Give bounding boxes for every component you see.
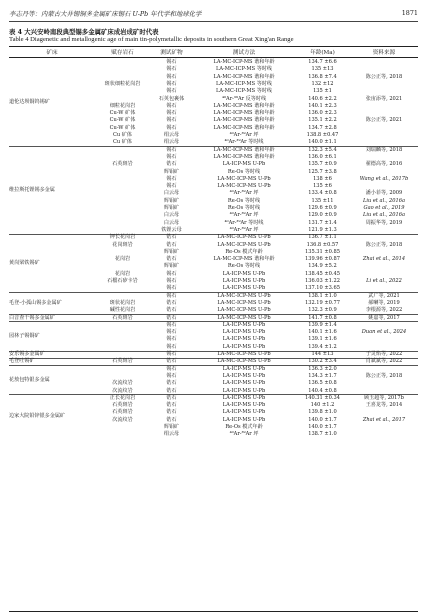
- mineral-cell: 锡石: [166, 343, 177, 350]
- source-cell: 肖斌斌等, 2022: [365, 358, 403, 365]
- source-cell: 陈公正等, 2018: [365, 73, 403, 80]
- running-header: [9, 9, 418, 21]
- source-cell: 李根源等, 2022: [365, 307, 403, 314]
- source-cell: 王喜龙等, 2014: [365, 402, 403, 409]
- source-cell: 于灵焰等, 2022: [365, 351, 403, 357]
- source-cell: Wang et al., 2017b: [359, 175, 409, 182]
- mineral-cell: 锡石: [166, 175, 177, 182]
- method-cell: LA-MC-ICP-MS 谐和年龄: [213, 146, 275, 153]
- age-cell: 139.4 ±1.2: [308, 343, 337, 350]
- table-caption-en: Table 4 Diagenetic and metallogenic age of main tin-polymetallic deposits in southern Great Xing'an Range: [9, 36, 294, 43]
- deposit-name: 黄岗梁铁锡矿: [9, 259, 40, 266]
- mineral-cell: 锡石: [166, 321, 177, 328]
- age-cell: 132 ±12: [311, 80, 334, 87]
- age-cell: 129.6 ±0.9: [308, 205, 337, 211]
- method-cell: LA-ICP-MS U-Pb: [222, 402, 266, 409]
- mineral-cell: 锡石: [166, 278, 177, 284]
- source-cell: 潘小菲等, 2009: [365, 190, 403, 197]
- deposit-name: 安乐锡多金属矿: [9, 351, 45, 357]
- method-cell: LA-ICP-MS U-Pb: [222, 270, 266, 277]
- mineral-cell: 锆石: [166, 256, 177, 263]
- method-cell: LA-MC-ICP-MS U-Pb: [217, 234, 271, 241]
- method-cell: ⁴⁰Ar-³⁹Ar 坪: [229, 431, 259, 438]
- age-cell: 138.8 ±0.47: [306, 132, 339, 138]
- age-cell: 132.3 ±0.9: [308, 307, 337, 314]
- method-cell: LA-MC-ICP-MS 等时线: [215, 88, 272, 95]
- age-cell: 135.1 ±2.2: [308, 117, 337, 124]
- mineral-cell: 锡石: [166, 117, 177, 124]
- mineral-cell: 锆石: [166, 307, 177, 314]
- source-cell: 郝喇等, 2019: [368, 299, 400, 306]
- mineral-cell: 绢云母: [163, 132, 180, 138]
- age-cell: 136.5 ±0.8: [308, 380, 337, 387]
- age-cell: 138 ±6: [313, 175, 332, 182]
- host-rock-cell: 斑状细粒花岗岩: [104, 80, 141, 87]
- method-cell: LA-MC-ICP-MS U-Pb: [217, 175, 271, 182]
- mineral-cell: 锆石: [166, 402, 177, 409]
- column-header-deposit: 矿床: [46, 50, 58, 56]
- age-cell: 138.1 ±1.0: [308, 292, 337, 299]
- mineral-cell: 锡石: [166, 285, 177, 292]
- source-cell: 武广等, 2021: [368, 292, 400, 299]
- method-cell: LA-ICP-MS U-Pb: [222, 343, 266, 350]
- age-cell: 135 ±1: [313, 88, 332, 95]
- method-cell: LA-MC-ICP-MS 谐和年龄: [213, 110, 275, 117]
- mineral-cell: 石英包裹体: [158, 95, 185, 102]
- method-cell: LA-MC-ICP-MS U-Pb: [217, 299, 271, 306]
- age-cell: 134.3 ±1.7: [308, 372, 337, 379]
- mineral-cell: 锡石: [166, 329, 177, 336]
- table-header-row: [9, 47, 418, 57]
- method-cell: Re-Os 等时线: [227, 168, 261, 175]
- source-cell: Zhai et al., 2017: [362, 416, 406, 423]
- method-cell: LA-ICP-MS U-Pb: [222, 394, 266, 401]
- age-cell: 133.4 ±0.8: [308, 190, 337, 197]
- host-rock-cell: 花岗斑岩: [112, 241, 133, 248]
- column-header-method: 测试方法: [232, 50, 256, 56]
- host-rock-cell: 石英斑岩: [112, 161, 133, 168]
- age-cell: 121.9 ±1.3: [308, 226, 337, 233]
- age-cell: 129.0 ±0.9: [308, 212, 337, 219]
- mineral-cell: 锆石: [166, 241, 177, 248]
- age-cell: 135.31 ±0.85: [304, 248, 341, 255]
- mineral-cell: 锡石: [166, 183, 177, 190]
- age-cell: 136.8 ±0.57: [306, 241, 339, 248]
- host-rock-cell: 次流纹岩: [112, 416, 133, 423]
- method-cell: LA-MC-ICP-MS 谐和年龄: [213, 153, 275, 160]
- source-cell: 陈公正等, 2021: [365, 117, 403, 124]
- host-rock-cell: 石英斑岩: [112, 409, 133, 416]
- host-rock-cell: 细粒花岗岩: [109, 102, 136, 109]
- age-cell: 140.1 ±1.6: [308, 329, 337, 336]
- method-cell: LA-MC-ICP-MS 谐和年龄: [213, 102, 275, 109]
- method-cell: Re-Os 等时线: [227, 197, 261, 204]
- mineral-cell: 锡石: [166, 73, 177, 80]
- mineral-cell: 锆石: [166, 358, 177, 365]
- page-number: 1871: [401, 9, 418, 17]
- host-rock-cell: 次流纹岩: [112, 380, 133, 387]
- mineral-cell: 锡石: [166, 59, 177, 65]
- mineral-cell: 辉钼矿: [163, 168, 180, 175]
- column-header-age: 年龄(Ma): [310, 50, 335, 56]
- method-cell: LA-MC-ICP-MS U-Pb: [217, 314, 271, 321]
- mineral-cell: 锡石: [166, 80, 177, 87]
- method-cell: LA-MC-ICP-MS U-Pb: [217, 183, 271, 190]
- deposit-name: 园林子锡铜矿: [9, 332, 40, 339]
- deposit-name: 维拉斯托锂锡多金属: [9, 186, 55, 193]
- mineral-cell: 锆石: [166, 409, 177, 416]
- method-cell: LA-ICP-MS U-Pb: [222, 336, 266, 343]
- host-rock-cell: 石榴石矽卡岩: [107, 278, 138, 284]
- host-rock-cell: 钾长花岗岩: [109, 234, 136, 241]
- age-cell: 134.7 ±6.6: [308, 59, 337, 65]
- mineral-cell: 锡石: [166, 372, 177, 379]
- host-rock-cell: Cu-W 矿体: [109, 110, 136, 117]
- mineral-cell: 锆石: [166, 416, 177, 423]
- method-cell: LA-MC-ICP-MS 谐和年龄: [213, 73, 275, 80]
- age-cell: 139.96 ±0.87: [304, 256, 341, 263]
- age-cell: 140.0 ±1.1: [308, 139, 337, 146]
- mineral-cell: 白云母: [163, 212, 180, 219]
- deposit-name: 毛登-小孤山锡多金属矿: [9, 299, 62, 306]
- host-rock-cell: 石英斑岩: [112, 402, 133, 409]
- age-cell: 130.2 ±3.4: [308, 358, 337, 365]
- method-cell: LA-MC-ICP-MS 谐和年龄: [213, 124, 275, 131]
- host-rock-cell: 正长花岗岩: [109, 394, 136, 401]
- deposit-name: 花敖包特银多金属: [9, 376, 50, 383]
- host-rock-cell: Cu-W 矿体: [109, 117, 136, 124]
- host-rock-cell: Cu 矿体: [113, 132, 132, 138]
- method-cell: LA-ICP-MS U-Pb: [222, 409, 266, 416]
- column-header-mineral: 测试矿物: [160, 50, 183, 56]
- age-cell: 136.7 ±1.1: [308, 234, 337, 241]
- age-cell: 136.8 ±7.4: [308, 73, 337, 80]
- mineral-cell: 锡石: [166, 292, 177, 299]
- mineral-cell: 辉钼矿: [163, 205, 180, 211]
- running-title: 李志丹等：内蒙古大井锡铜多金属矿床锡石 U-Pb 年代学和地球化学: [9, 10, 202, 18]
- age-cell: 125.7 ±3.8: [308, 168, 337, 175]
- host-rock-cell: 碱性花岗岩: [109, 307, 136, 314]
- deposit-name: 道伦达坝铜钨锡矿: [9, 99, 50, 106]
- source-cell: 张宙添等, 2021: [365, 95, 403, 102]
- column-header-host-rock: 赋存岩石: [111, 50, 134, 56]
- method-cell: LA-ICP-MS U-Pb: [222, 365, 266, 372]
- host-rock-cell: Cu-W 矿体: [109, 124, 136, 131]
- mineral-cell: 白云母: [163, 190, 180, 197]
- source-cell: Li et al., 2022: [366, 278, 402, 284]
- method-cell: LA-MC-ICP-MS 等时线: [215, 80, 272, 87]
- age-cell: 135 ±11: [311, 197, 334, 204]
- deposit-name: 毛登吐锡矿: [9, 358, 35, 365]
- age-cell: 137.10 ±3.65: [304, 285, 341, 292]
- method-cell: Re-Os 模式年龄: [225, 248, 263, 255]
- mineral-cell: 锡石: [166, 365, 177, 372]
- method-cell: LA-ICP-MS U-Pb: [222, 380, 266, 387]
- age-cell: 132.3 ±5.4: [308, 146, 337, 153]
- method-cell: LA-ICP-MS U-Pb: [222, 161, 266, 168]
- source-cell: Gao et al., 2019: [363, 205, 405, 211]
- age-cell: 136.0 ±6.1: [308, 153, 337, 160]
- method-cell: LA-MC-ICP-MS U-Pb: [217, 358, 271, 365]
- mineral-cell: 白云母: [163, 219, 180, 226]
- age-cell: 134.9 ±5.2: [308, 263, 337, 270]
- method-cell: LA-MC-ICP-MS 谐和年龄: [213, 59, 275, 65]
- source-cell: 顾玉超等, 2017b: [364, 394, 404, 401]
- mineral-cell: 辉钼矿: [163, 248, 180, 255]
- age-cell: 135 ±6: [313, 183, 332, 190]
- host-rock-cell: 次流纹岩: [112, 387, 133, 394]
- table-bottom-rule: [9, 611, 418, 612]
- mineral-cell: 锡石: [166, 146, 177, 153]
- mineral-cell: 锡石: [166, 124, 177, 131]
- method-cell: LA-MC-ICP-MS U-Pb: [217, 307, 271, 314]
- age-cell: 141.7 ±0.8: [308, 314, 337, 321]
- age-cell: 140.4 ±0.8: [308, 387, 337, 394]
- mineral-cell: 锡石: [166, 102, 177, 109]
- age-cell: 140 ±1.2: [310, 402, 335, 409]
- source-cell: 陈公正等, 2018: [365, 372, 403, 379]
- mineral-cell: 锡石: [166, 88, 177, 95]
- method-cell: ⁴⁰Ar-³⁹Ar 等时线: [224, 219, 264, 226]
- mineral-cell: 绢云母: [163, 431, 180, 438]
- source-cell: 翟德高等, 2016: [365, 161, 403, 168]
- age-cell: 132.19 ±0.77: [304, 299, 341, 306]
- column-header-source: 资料来源: [372, 50, 396, 56]
- age-cell: 140.1 ±2.3: [308, 102, 337, 109]
- mineral-cell: 辉钼矿: [163, 424, 180, 430]
- source-cell: 刘瑞麟等, 2018: [365, 146, 403, 153]
- method-cell: LA-ICP-MS U-Pb: [222, 329, 266, 336]
- method-cell: LA-MC-ICP-MS U-Pb: [217, 351, 271, 357]
- source-cell: 周振华等, 2019: [365, 219, 403, 226]
- mineral-cell: 辉钼矿: [163, 263, 180, 270]
- source-cell: 姚嘉等, 2017: [368, 314, 400, 321]
- method-cell: LA-ICP-MS U-Pb: [222, 285, 266, 292]
- source-cell: Liu et al., 2016a: [362, 197, 406, 204]
- mineral-cell: 绢云母: [163, 139, 180, 146]
- method-cell: ⁴⁰Ar-³⁹Ar 坪: [229, 190, 259, 197]
- mineral-cell: 锡石: [166, 153, 177, 160]
- method-cell: LA-MC-ICP-MS 等时线: [215, 66, 272, 73]
- age-cell: 135.7 ±0.9: [308, 161, 337, 168]
- table-caption-zh: 表 4 大兴安岭南段典型锡多金属矿床成岩成矿时代表: [9, 28, 159, 36]
- age-cell: 135 ±13: [311, 66, 334, 73]
- source-cell: 陈公正等, 2018: [365, 241, 403, 248]
- age-cell: 134.7 ±2.8: [308, 124, 337, 131]
- age-cell: 140.0 ±1.7: [308, 424, 337, 430]
- age-cell: 136.3 ±2.0: [308, 365, 337, 372]
- age-cell: 139.1 ±1.6: [308, 336, 337, 343]
- mineral-cell: 锡石: [166, 110, 177, 117]
- method-cell: LA-MC-ICP-MS 谐和年龄: [213, 117, 275, 124]
- method-cell: ⁴⁰Ar-³⁹Ar 反等时线: [221, 95, 267, 102]
- mineral-cell: 锆石: [166, 380, 177, 387]
- table-header-rule: [9, 57, 418, 58]
- age-cell: 136.0 ±2.3: [308, 110, 337, 117]
- age-cell: 140.31 ±0.34: [304, 394, 341, 401]
- method-cell: Re-Os 等时线: [227, 205, 261, 211]
- method-cell: LA-ICP-MS U-Pb: [222, 278, 266, 284]
- mineral-cell: 锆石: [166, 387, 177, 394]
- mineral-cell: 锡石: [166, 351, 177, 357]
- method-cell: Re-Os 等时线: [227, 263, 261, 270]
- host-rock-cell: 斑状花岗岩: [109, 299, 136, 306]
- host-rock-cell: Cu 矿体: [113, 139, 132, 146]
- host-rock-cell: 花岗岩: [114, 270, 131, 277]
- age-cell: 144 ±13: [311, 351, 334, 357]
- source-cell: Liu et al., 2016a: [362, 212, 406, 219]
- mineral-cell: 锆石: [166, 299, 177, 306]
- mineral-cell: 锡石: [166, 336, 177, 343]
- age-cell: 139.9 ±1.4: [308, 321, 337, 328]
- method-cell: ⁴⁰Ar-³⁹Ar 坪: [229, 212, 259, 219]
- mineral-cell: 锆石: [166, 394, 177, 401]
- host-rock-cell: 石英斑岩: [112, 358, 133, 365]
- method-cell: ⁴⁰Ar-³⁹Ar 等时线: [224, 139, 264, 146]
- deposit-name: 边家大院铅锌银多金属矿: [9, 413, 66, 420]
- age-cell: 140.6 ±2.2: [308, 95, 337, 102]
- source-cell: Zhai et al., 2014: [362, 256, 406, 263]
- method-cell: ⁴⁰Ar-³⁹Ar 坪: [229, 226, 259, 233]
- method-cell: ⁴⁰Ar-³⁹Ar 坪: [229, 132, 259, 138]
- method-cell: LA-MC-ICP-MS U-Pb: [217, 241, 271, 248]
- mineral-cell: 辉钼矿: [163, 197, 180, 204]
- age-cell: 136.03 ±1.22: [304, 278, 341, 284]
- method-cell: LA-MC-ICP-MS 谐和年龄: [213, 256, 275, 263]
- age-cell: 139.8 ±1.0: [308, 409, 337, 416]
- age-cell: 138.45 ±0.45: [304, 270, 341, 277]
- age-cell: 138.7 ±1.0: [308, 431, 337, 438]
- host-rock-cell: 石英斑岩: [112, 314, 133, 321]
- host-rock-cell: 花岗岩: [114, 256, 131, 263]
- method-cell: LA-ICP-MS U-Pb: [222, 416, 266, 423]
- method-cell: LA-ICP-MS U-Pb: [222, 372, 266, 379]
- method-cell: LA-ICP-MS U-Pb: [222, 321, 266, 328]
- mineral-cell: 锆石: [166, 314, 177, 321]
- age-cell: 140.0 ±1.7: [308, 416, 337, 423]
- deposit-name: 白音查干锡多金属矿: [9, 314, 55, 321]
- mineral-cell: 锡石: [166, 66, 177, 73]
- method-cell: LA-MC-ICP-MS U-Pb: [217, 292, 271, 299]
- source-cell: Duan et al., 2024: [361, 329, 407, 336]
- age-cell: 131.7 ±1.4: [308, 219, 337, 226]
- method-cell: Re-Os 模式年龄: [225, 424, 263, 430]
- mineral-cell: 锆石: [166, 234, 177, 241]
- header-rule: [9, 21, 418, 22]
- mineral-cell: 铁锂云母: [161, 226, 182, 233]
- method-cell: LA-ICP-MS U-Pb: [222, 387, 266, 394]
- mineral-cell: 锆石: [166, 161, 177, 168]
- mineral-cell: 锡石: [166, 270, 177, 277]
